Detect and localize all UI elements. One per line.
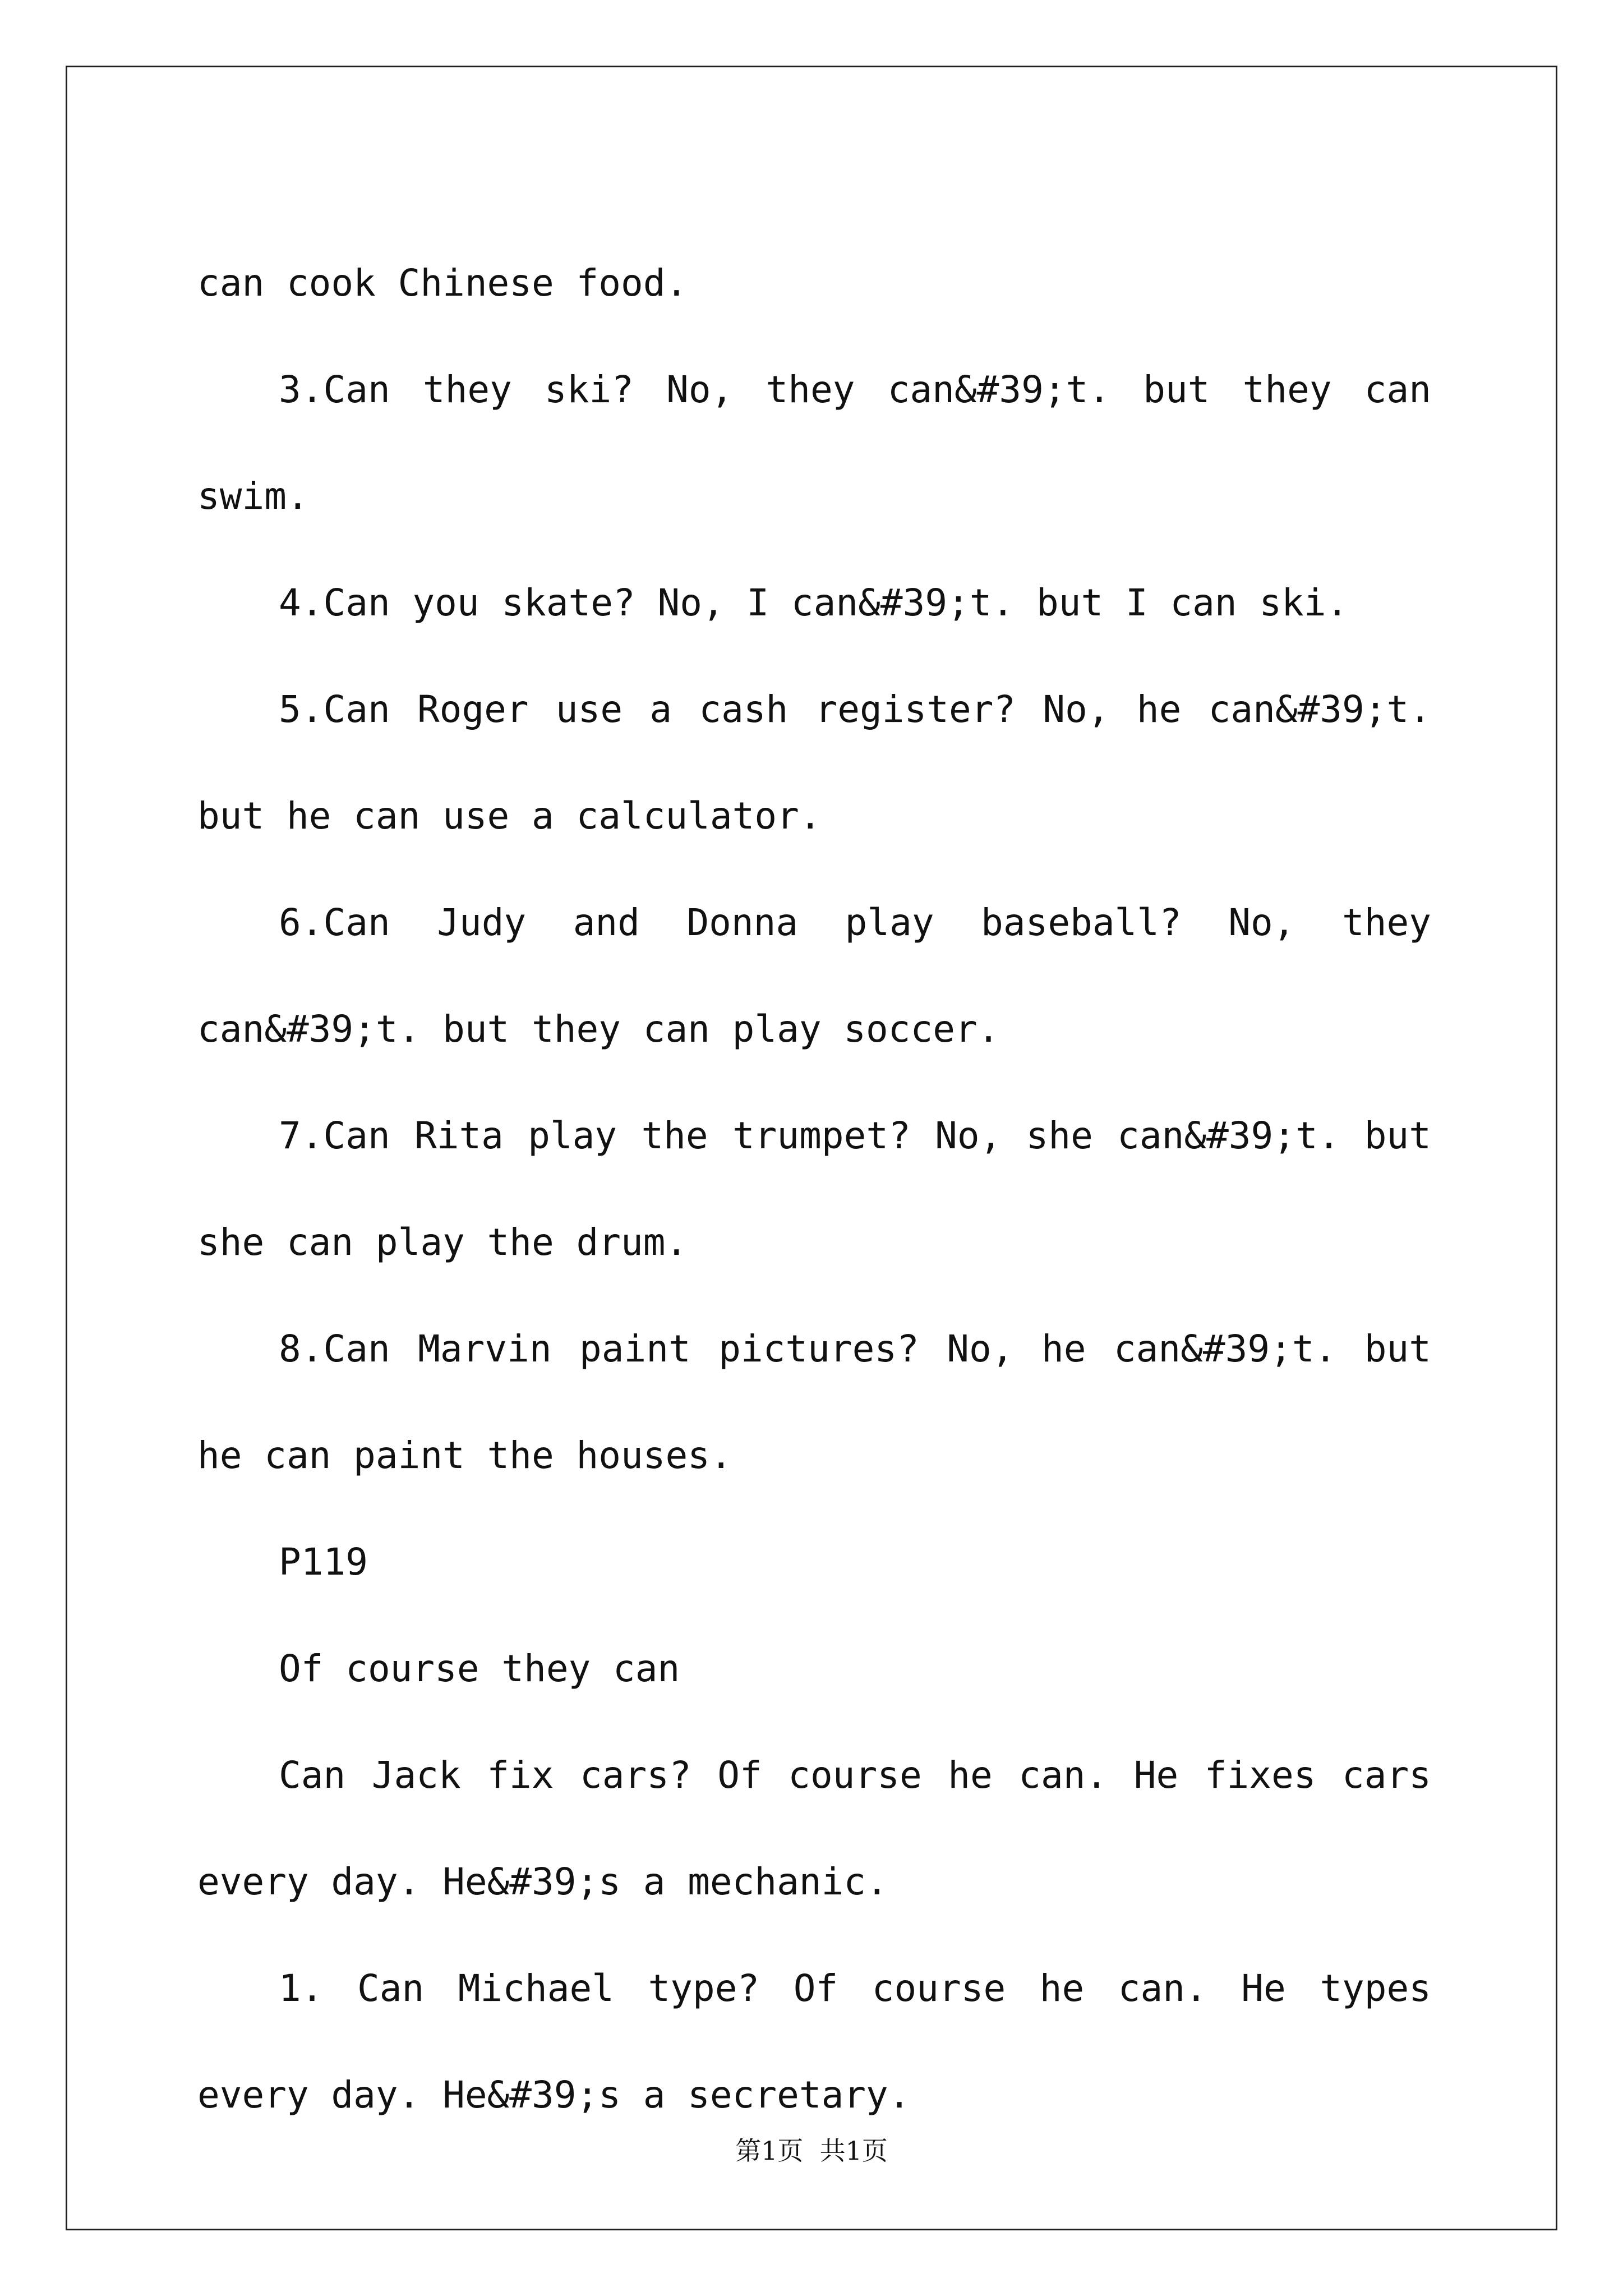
section-heading: Of course they can bbox=[279, 1647, 680, 1690]
example-paragraph: Can Jack fix cars? Of course he can. He fixes cars every day. He&#39;s a mechanic. bbox=[197, 1754, 1431, 1903]
paragraph-item-3: 3.Can they ski? No, they can&#39;t. but they can swim. bbox=[197, 368, 1431, 518]
paragraph-item-1: 1. Can Michael type? Of course he can. He types every day. He&#39;s a secretary. bbox=[197, 1967, 1431, 2116]
paragraph-item-7: 7.Can Rita play the trumpet? No, she can&#39;t. but she can play the drum. bbox=[197, 1114, 1431, 1264]
page-footer: 第1页 共1页 bbox=[735, 2136, 888, 2166]
document-body bbox=[197, 230, 1431, 2148]
paragraph-continuation: can cook Chinese food. bbox=[197, 261, 688, 305]
paragraph-item-5: 5.Can Roger use a cash register? No, he can&#39;t. but he can use a calculator. bbox=[197, 688, 1431, 838]
paragraph-item-4: 4.Can you skate? No, I can&#39;t. but I can ski. bbox=[279, 581, 1349, 624]
paragraph-item-8: 8.Can Marvin paint pictures? No, he can&#39;t. but he can paint the houses. bbox=[197, 1327, 1431, 1477]
paragraph-item-6: 6.Can Judy and Donna play baseball? No, they can&#39;t. but they can play soccer. bbox=[197, 901, 1431, 1051]
page-reference: P119 bbox=[279, 1540, 368, 1584]
